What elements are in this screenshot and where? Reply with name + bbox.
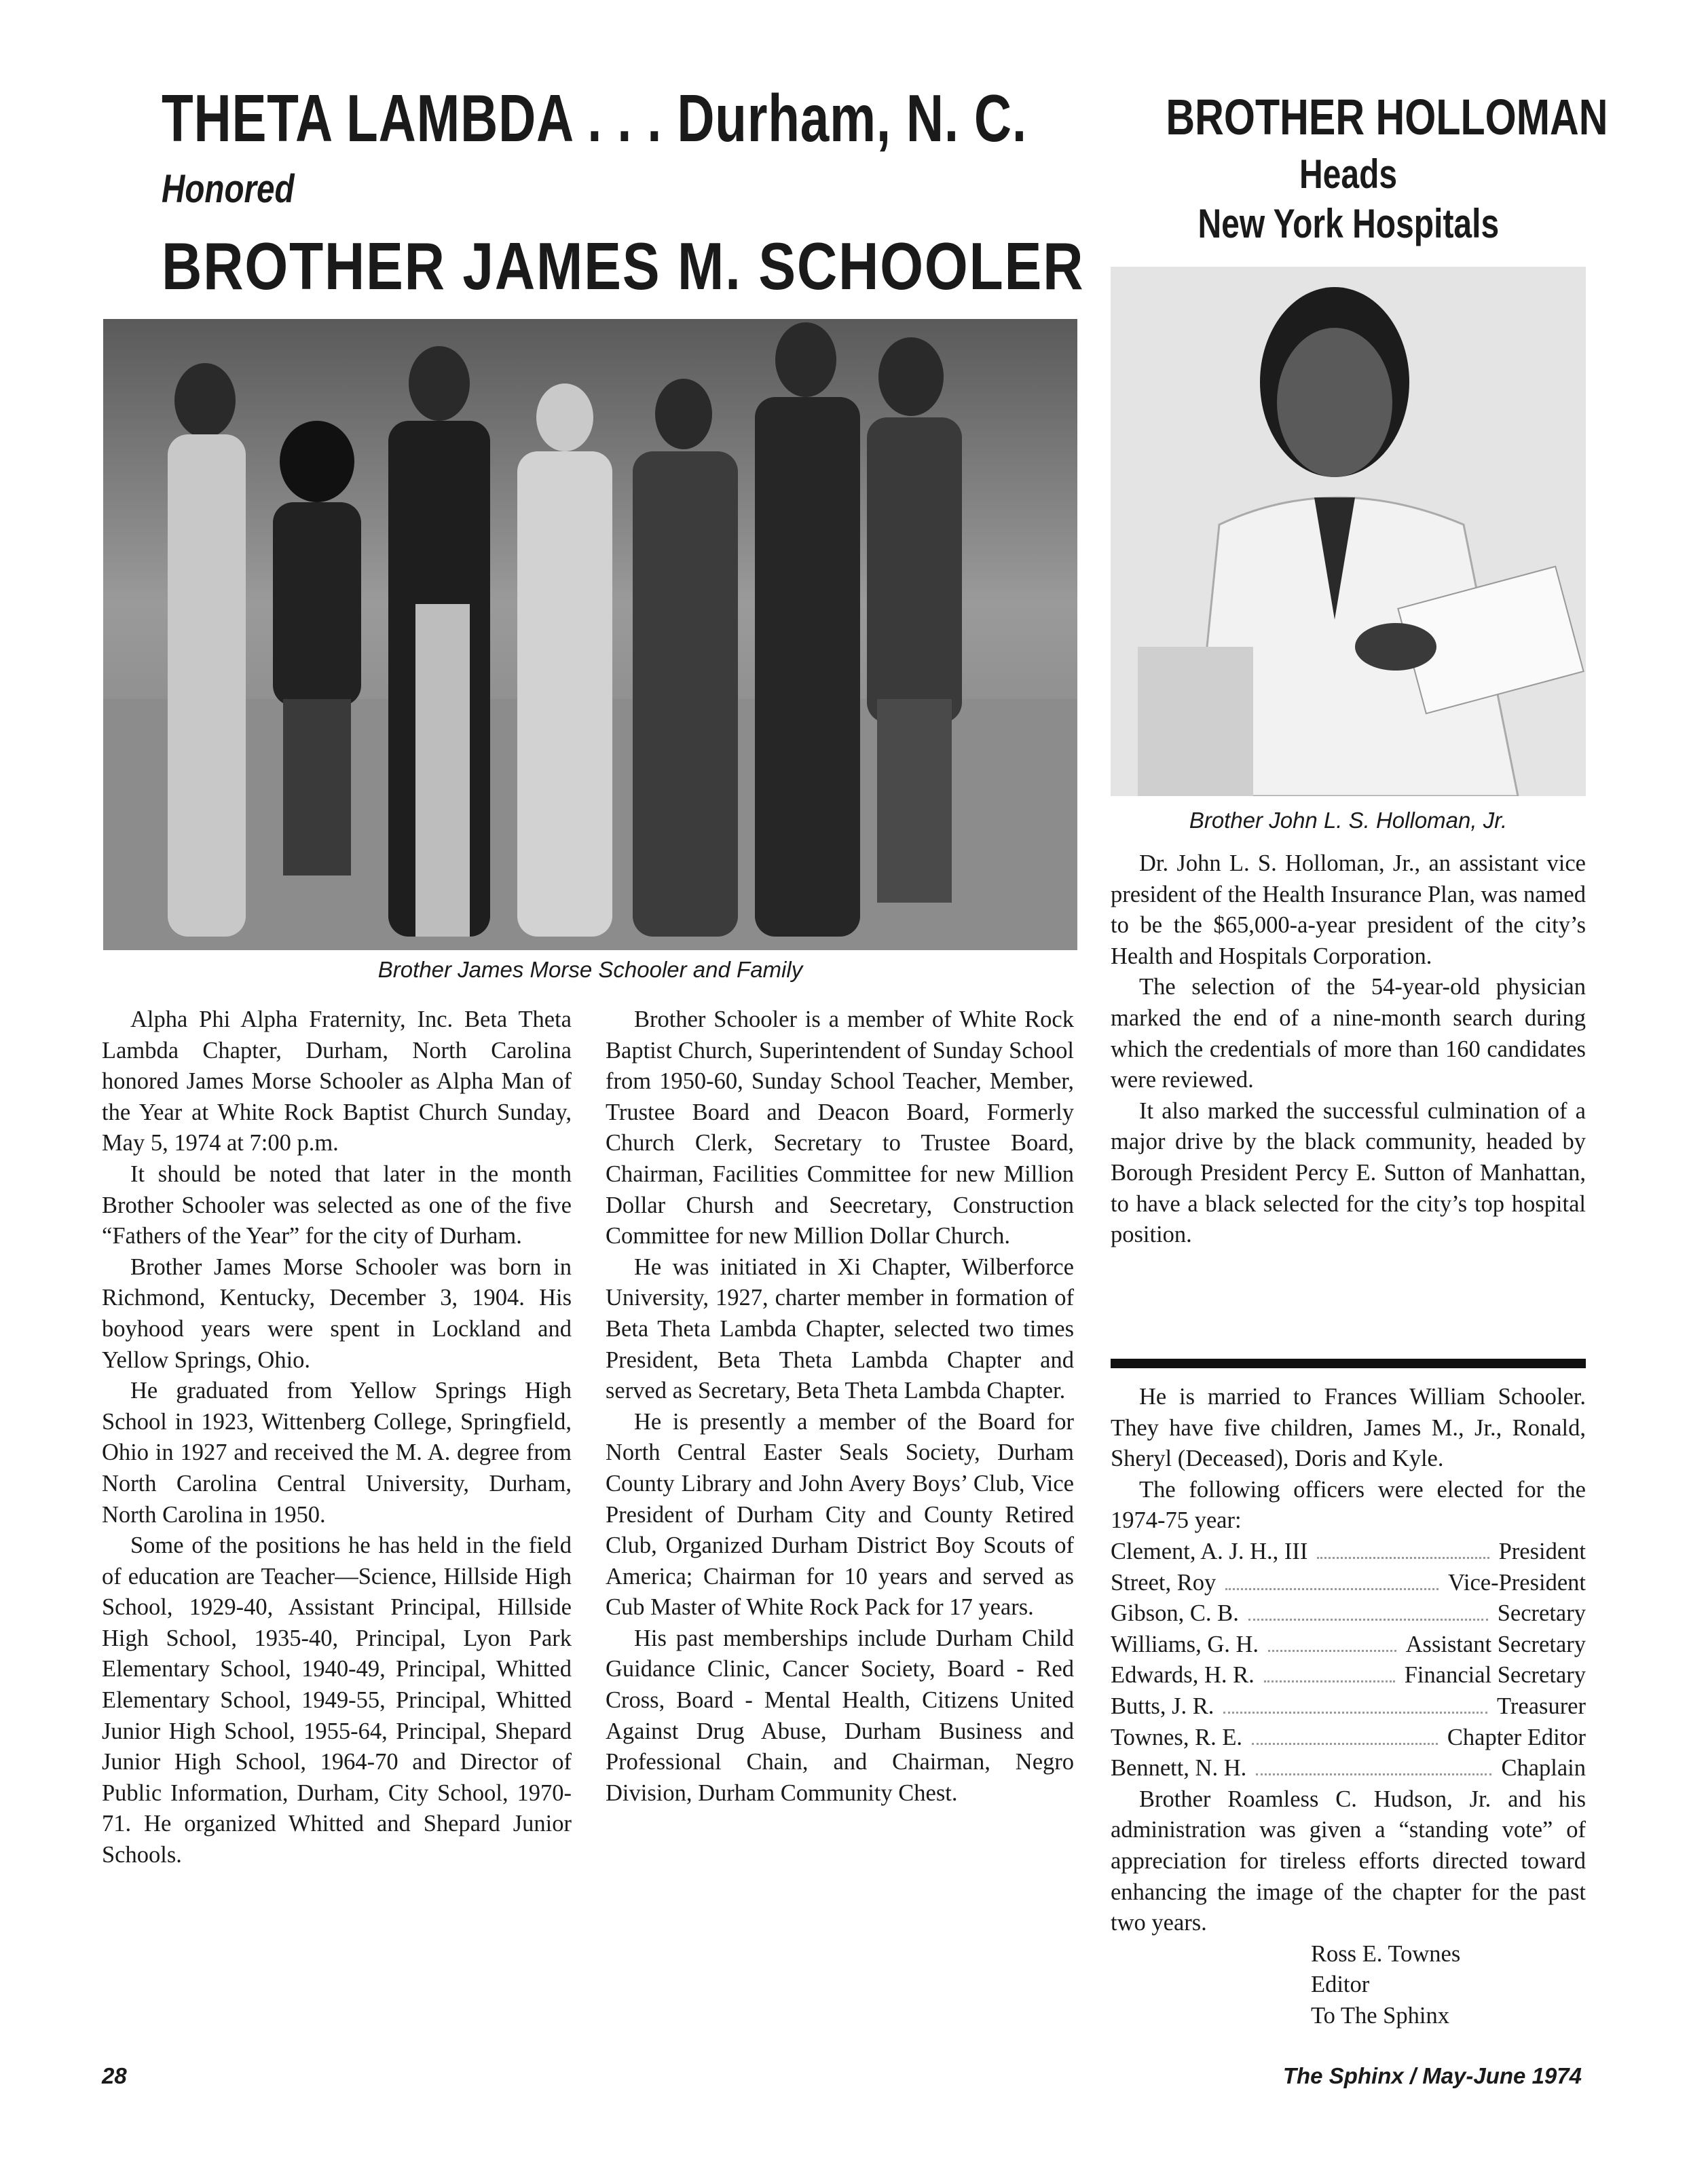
paragraph: The following officers were elected for the 1974-75 year: [1111,1476,1586,1534]
family-group-photo [103,319,1077,950]
officer-row [1111,1568,1586,1599]
officer-title: President [1498,1538,1586,1564]
officer-row [1111,1537,1586,1568]
officer-row [1111,1660,1586,1691]
paragraph: Dr. John L. S. Holloman, Jr., an assistant vice president of the Health Insurance Plan, was named to be the $65,000-a-year president of the city’s Health and Hospitals Corporation. [1111,850,1586,969]
paragraph: It also marked the successful culmination of a major drive by the black community, headed by Borough President Percy E. Sutton of Manhattan, to have a black selected for the city’s top hospital position. [1111,1097,1586,1248]
officer-row [1111,1722,1586,1754]
section-divider-rule [1111,1359,1586,1368]
paragraph: He was initiated in Xi Chapter, Wilberforce University, 1927, charter member in formation of Beta Theta Lambda Chapter, selected two times President, Beta Theta Lambda Chapter and served as Secretary, Beta Theta Lambda Chapter. [606,1254,1074,1404]
officer-name: Bennett, N. H. [1111,1755,1247,1782]
signature-name: Ross E. Townes [1311,1940,1461,1967]
paragraph: He is married to Frances William Schooler. They have five children, James M., Jr., Ronald, Sheryl (Deceased), Doris and Kyle. [1111,1384,1586,1472]
holloman-photo-caption: Brother John L. S. Holloman, Jr. [1189,808,1508,833]
officer-title: Vice-President [1448,1569,1586,1596]
publication-footer: The Sphinx / May-June 1974 [1282,2063,1582,2088]
paragraph: His past memberships include Durham Child Guidance Clinic, Cancer Society, Board - Red Cross, Board - Mental Health, Citizens United Against Drug Abuse, Durham Business and Professional Chain, and Chairman, Negro Division, Durham Community Chest. [606,1625,1074,1806]
paragraph: Some of the positions he has held in the field of education are Teacher—Science, Hillside High School, 1929-40, Assistant Principal, Hillside High School, 1935-40, Principal, Lyon Park Elementary School, 1940-49, Principal, Whitted Elementary School, 1949-55, Principal, Whitted Junior High School, 1955-64, Principal, Shepard Junior High School, 1964-70 and Director of Public Information, Durham, City School, 1970-71. He organized Whitted and Shepard Junior Schools. [102,1532,572,1868]
paragraph: Alpha Phi Alpha Fraternity, Inc. Beta Theta Lambda Chapter, Durham, North Carolina honored James Morse Schooler as Alpha Man of the Year at White Rock Baptist Church Sunday, May 5, 1974 at 7:00 p.m. [102,1006,572,1156]
headline-heads: Heads [1299,151,1398,197]
officer-title: Secretary [1497,1600,1586,1627]
paragraph: Brother Schooler is a member of White Rock Baptist Church, Superintendent of Sunday School from 1950-60, Sunday School Teacher, Member, Trustee Board and Deacon Board, Formerly Church Clerk, Secretary to Trustee Board, Chairman, Facilities Committee for new Million Dollar Chursh and Seecretary, Construction Committee for new Million Dollar Church. [606,1006,1074,1249]
officer-title: Assistant Secretary [1405,1631,1586,1657]
officer-title: Chapter Editor [1447,1724,1586,1750]
signature-title: Editor [1311,1972,1370,1998]
signature-publication: To The Sphinx [1311,2002,1449,2029]
officer-row [1111,1630,1586,1661]
paragraph: Brother Roamless C. Hudson, Jr. and his administration was given a “standing vote” of appreciation for tireless efforts directed toward enhancing the image of the chapter for the past two years. [1111,1786,1586,1936]
officers-list [1111,1537,1586,1784]
headline-schooler: BROTHER JAMES M. SCHOOLER [162,229,1085,303]
holloman-article-text [1111,848,1586,1251]
officer-title: Financial Secretary [1404,1662,1586,1689]
paragraph: He graduated from Yellow Springs High School in 1923, Wittenberg College, Springfield, Ohio in 1927 and received the M. A. degree from North Carolina Central University, Durham, North Carolina in 1950. [102,1378,572,1528]
officer-title: Treasurer [1497,1693,1586,1719]
officer-title: Chaplain [1501,1755,1586,1782]
headline-theta-lambda: THETA LAMBDA . . . Durham, N. C. [162,81,1027,155]
schooler-column-1 [102,1004,572,1871]
headline-honored: Honored [162,167,295,211]
holloman-photo-illustration [1111,267,1586,796]
officer-name: Townes, R. E. [1111,1724,1243,1750]
officer-row [1111,1691,1586,1722]
headline-new-york-hospitals: New York Hospitals [1198,201,1499,246]
officer-name: Butts, J. R. [1111,1693,1214,1719]
officer-row [1111,1753,1586,1784]
signature-block [1111,1939,1586,2032]
schooler-continuation [1111,1382,1586,2031]
page-number: 28 [102,2063,127,2088]
officer-name: Clement, A. J. H., III [1111,1538,1308,1564]
paragraph: He is presently a member of the Board for North Central Easter Seals Society, Durham County Library and John Avery Boys’ Club, Vice President of Durham City and County Retired Club, Organized Durham District Boy Scouts of America; Chairman for 10 years and served as Cub Master of White Rock Pack for 17 years. [606,1408,1074,1621]
officer-name: Street, Roy [1111,1569,1217,1596]
headline-holloman: BROTHER HOLLOMAN [1166,89,1608,145]
paragraph: The selection of the 54-year-old physician marked the end of a nine-month search during which the credentials of more than 160 candidates were reviewed. [1111,974,1586,1093]
officer-name: Edwards, H. R. [1111,1662,1255,1689]
officer-row [1111,1598,1586,1630]
family-photo-illustration [103,319,1077,950]
officer-name: Gibson, C. B. [1111,1600,1239,1627]
schooler-column-2 [606,1004,1074,1809]
paragraph: Brother James Morse Schooler was born in Richmond, Kentucky, December 3, 1904. His boyhood years were spent in Lockland and Yellow Springs, Ohio. [102,1254,572,1373]
holloman-photo [1111,267,1586,796]
officer-name: Williams, G. H. [1111,1631,1259,1657]
paragraph: It should be noted that later in the month Brother Schooler was selected as one of the five “Fathers of the Year” for the city of Durham. [102,1161,572,1249]
family-photo-caption: Brother James Morse Schooler and Family [377,957,803,982]
